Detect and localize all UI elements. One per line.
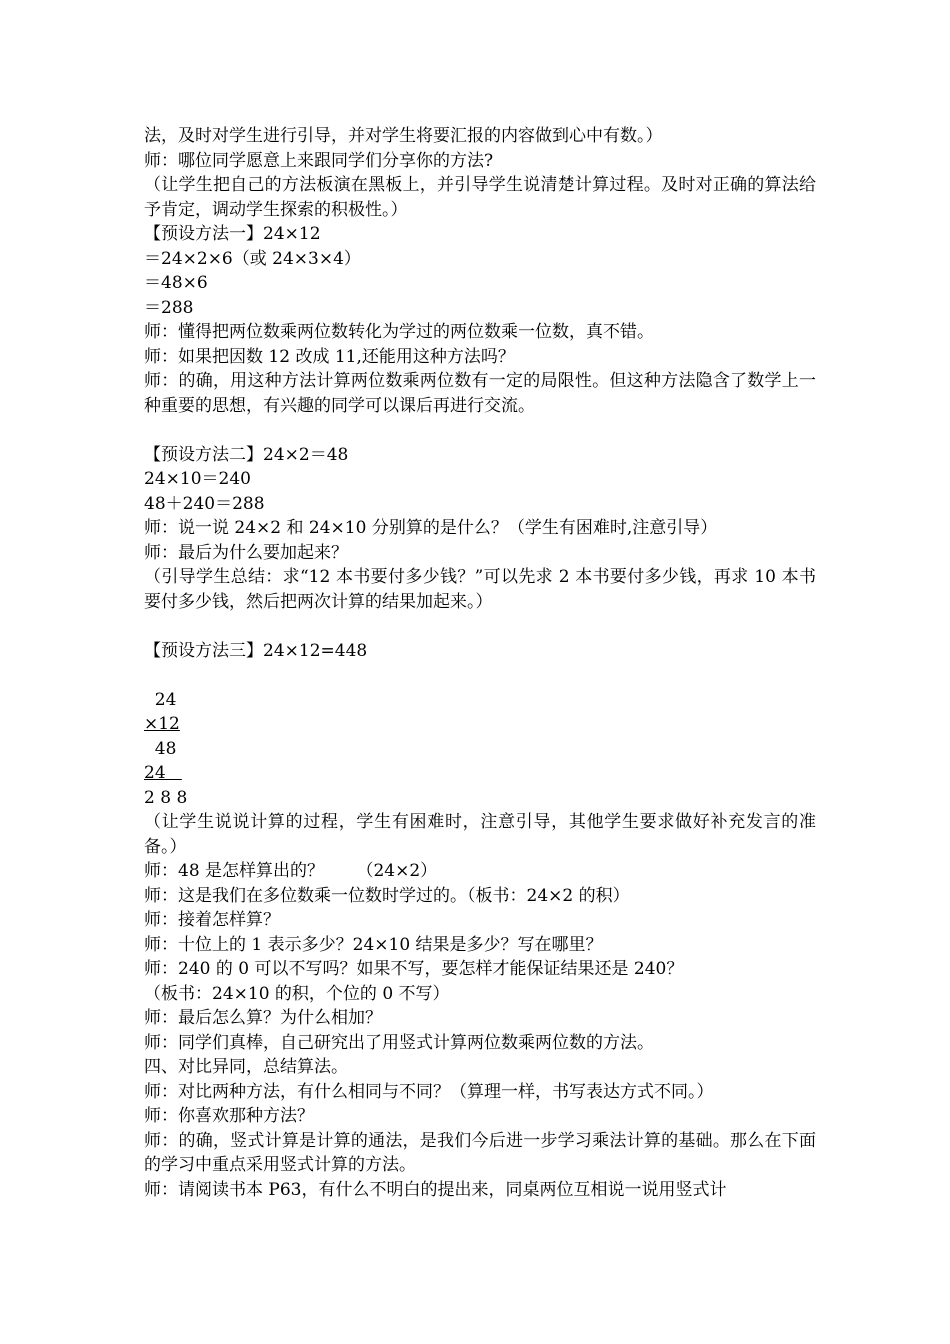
method-one-step: ＝288 — [144, 297, 194, 318]
text-line: 法，及时对学生进行引导，并对学生将要汇报的内容做到心中有数。） — [144, 126, 663, 146]
teacher-line: 师：你喜欢那种方法？ — [144, 1106, 314, 1126]
teacher-line: 师：最后为什么要加起来？ — [144, 542, 348, 563]
teacher-line: 师：说一说 24×2 和 24×10 分别算的是什么？（学生有困难时,注意引导） — [144, 518, 718, 538]
method-two-title: 【预设方法二】24×2＝48 — [144, 444, 349, 465]
paragraph: （让学生把自己的方法板演在黑板上，并引导学生说清楚计算过程。及时对正确的算法给予肯定，调动学生探索的积极性。） — [144, 175, 816, 220]
teacher-line: 师：最后怎么算？为什么相加？ — [144, 1008, 382, 1028]
paragraph: 师：的确，竖式计算是计算的通法，是我们今后进一步学习乘法计算的基础。那么在下面的学习中重点采用竖式计算的方法。 — [144, 1130, 816, 1175]
vertical-calc-row: 48 — [144, 738, 177, 759]
method-three-title: 【预设方法三】24×12=448 — [144, 640, 368, 661]
vertical-calc-row: ×12 — [144, 714, 180, 734]
teacher-line: 师：这是我们在多位数乘一位数时学过的。（板书：24×2 的积） — [144, 885, 630, 906]
method-one-step: ＝24×2×6（或 24×3×4） — [144, 248, 361, 269]
paragraph: （让学生说说计算的过程，学生有困难时，注意引导，其他学生要求做好补充发言的准备。） — [144, 812, 816, 857]
method-two-step: 48＋240＝288 — [144, 493, 265, 514]
board-note: （板书：24×10 的积，个位的 0 不写） — [144, 983, 450, 1004]
method-one-step: ＝48×6 — [144, 273, 208, 293]
teacher-line: 师：48 是怎样算出的？ （24×2） — [144, 861, 438, 881]
teacher-line: 师：懂得把两位数乘两位数转化为学过的两位数乘一位数，真不错。 — [144, 322, 654, 342]
paragraph: （引导学生总结：求“12 本书要付多少钱？”可以先求 2 本书要付多少钱，再求 10 本书要付多少钱，然后把两次计算的结果加起来。） — [144, 567, 816, 612]
paragraph: 师：的确，用这种方法计算两位数乘两位数有一定的局限性。但这种方法隐含了数学上一种重要的思想，有兴趣的同学可以课后再进行交流。 — [144, 371, 816, 416]
blank-line — [144, 663, 816, 688]
teacher-line: 师：接着怎样算？ — [144, 910, 280, 930]
blank-line — [144, 418, 816, 443]
blank-line — [144, 614, 816, 639]
vertical-calc-row: 24 — [144, 689, 177, 710]
vertical-calc-result: 2 8 8 — [144, 787, 188, 808]
teacher-line: 师：哪位同学愿意上来跟同学们分享你的方法? — [144, 150, 494, 171]
vertical-calc-row: 24 — [144, 763, 182, 783]
section-heading: 四、对比异同，总结算法。 — [144, 1057, 348, 1077]
teacher-line: 师：十位上的 1 表示多少？24×10 结果是多少？写在哪里？ — [144, 934, 603, 955]
teacher-line: 师：如果把因数 12 改成 11,还能用这种方法吗？ — [144, 346, 515, 367]
teacher-line: 师：240 的 0 可以不写吗？如果不写，要怎样才能保证结果还是 240？ — [144, 959, 684, 979]
document-page — [144, 124, 816, 1202]
teacher-line: 师：对比两种方法，有什么相同与不同？（算理一样，书写表达方式不同。） — [144, 1081, 714, 1102]
method-two-step: 24×10＝240 — [144, 469, 251, 489]
method-one-title: 【预设方法一】24×12 — [144, 224, 321, 244]
teacher-line: 师：同学们真棒，自己研究出了用竖式计算两位数乘两位数的方法。 — [144, 1032, 654, 1053]
teacher-line: 师：请阅读书本 P63，有什么不明白的提出来，同桌两位互相说一说用竖式计 — [144, 1179, 727, 1200]
